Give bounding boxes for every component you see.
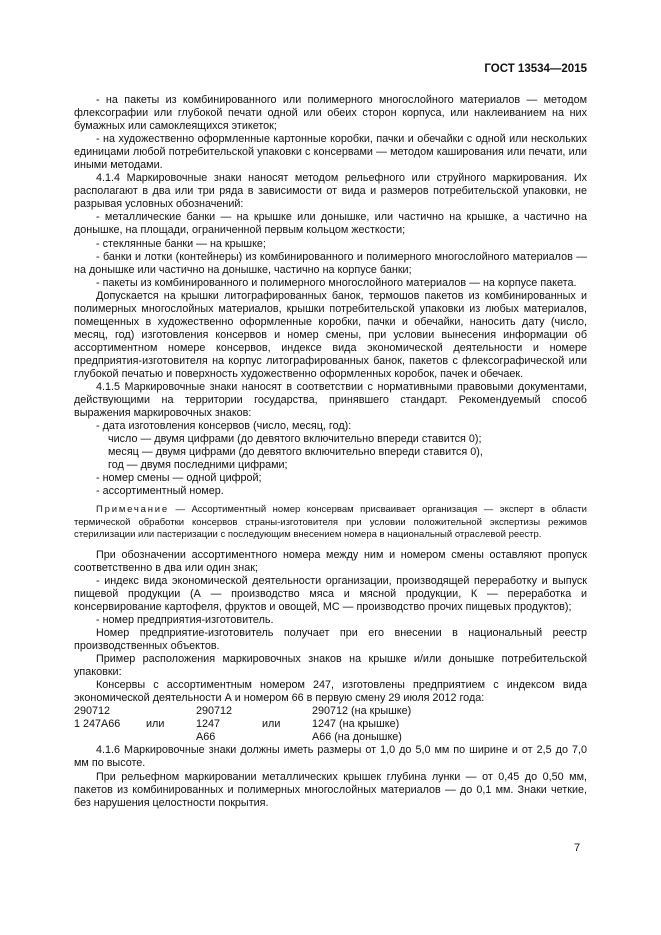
- table-cell: или: [262, 718, 281, 731]
- table-cell: 1 247А66: [74, 718, 121, 731]
- paragraph: 4.1.5 Маркировочные знаки наносят в соответствии с нормативными правовыми документами, действующими на территории государства, принявшего стандарт. Рекомендуемый способ выражения маркировочных знаков:: [74, 381, 587, 420]
- paragraph: Консервы с ассортиментным номером 247, изготовлены предприятием с индексом вида экономической деятельности А и номером 66 в первую смену 29 июля 2012 года:: [74, 679, 587, 705]
- paragraph: - дата изготовления консервов (число, месяц, год):: [96, 420, 352, 433]
- table-cell: 1247: [196, 718, 221, 731]
- paragraph: 4.1.6 Маркировочные знаки должны иметь размеры от 1,0 до 5,0 мм по ширине и от 2,5 до 7,0 мм по высоте.: [74, 744, 587, 770]
- paragraph: - стеклянные банки — на крышке;: [96, 237, 266, 250]
- page-number: 7: [574, 842, 581, 854]
- paragraph: - банки и лотки (контейнеры) из комбинированного и полимерного многослойного материалов — на донышке или частично на донышке, частично на корпусе банки;: [74, 250, 587, 276]
- paragraph: - на художественно оформленные картонные коробки, пачки и обечайки с одной или нескольких единицами любой потребительской упаковки с консервами — методом каширования или печати, или иными методами.: [74, 133, 587, 172]
- table-cell: А66: [196, 731, 216, 744]
- paragraph: год — двумя последними цифрами;: [108, 459, 288, 472]
- table-cell: или: [146, 718, 165, 731]
- paragraph: - номер смены — одной цифрой;: [96, 472, 262, 485]
- document-body: [74, 94, 587, 810]
- note-text: — Ассортиментный номер консервам присваивает организация — эксперт в области термической обработки консервов страны-изготовителя при условии положительной экспертизы режимов стерилизации или пастеризации с последующим внесением номера в национальный отраслевой реестр.: [74, 504, 587, 540]
- table-cell: 290712: [74, 705, 111, 718]
- table-row: [74, 705, 452, 718]
- paragraph: - металлические банки — на крышке или донышке, или частично на крышке, а частично на донышке, на площади, ограниченной первым кольцом жесткости;: [74, 211, 587, 237]
- note: [74, 504, 587, 540]
- table-cell: 290712 (на крышке): [312, 705, 412, 718]
- example-table: [74, 705, 452, 744]
- table-cell: А66 (на донышке): [312, 731, 402, 744]
- document-header: ГОСТ 13534—2015: [484, 63, 587, 75]
- paragraph: - на пакеты из комбинированного или полимерного многослойного материалов — методом флексографии или глубокой печати одной или обеих сторон корпуса, или наклеиванием на них бумажных или самоклеящихся этикеток;: [74, 94, 587, 133]
- paragraph: При рельефном маркировании металлических крышек глубина лунки — от 0,45 до 0,50 мм, пакетов из комбинированных и полимерных многослойных материалов — до 0,1 мм. Знаки четкие, без нарушения целостности покрытия.: [74, 770, 587, 809]
- paragraph: - ассортиментный номер.: [96, 485, 224, 498]
- paragraph: При обозначении ассортиментного номера между ним и номером смены оставляют пропуск соответственно в два или один знак;: [74, 548, 587, 574]
- table-cell: [262, 705, 312, 718]
- paragraph: месяц — двумя цифрами (до девятого включительно впереди ставится 0),: [108, 446, 483, 459]
- table-cell: [74, 731, 146, 744]
- table-cell: [146, 705, 196, 718]
- paragraph: число — двумя цифрами (до девятого включительно впереди ставится 0);: [108, 433, 482, 446]
- table-cell: 1247 (на крышке): [312, 718, 400, 731]
- paragraph: - пакеты из комбинированного и полимерного многослойного материалов — на корпусе пакета.: [96, 276, 577, 289]
- paragraph: 4.1.4 Маркировочные знаки наносят методом рельефного или струйного маркирования. Их располагают в два или три ряда в зависимости от вида и размеров потребительской упаковки, не разрывая условных обозначений:: [74, 172, 587, 211]
- paragraph: - индекс вида экономической деятельности организации, производящей переработку и выпуск пищевой продукции (А — производство мяса и мясной продукции, К — переработка и консервирование картофеля, фруктов и овощей, МС — производство прочих пищевых продуктов);: [74, 574, 587, 613]
- table-row: [74, 718, 452, 731]
- table-cell: [262, 731, 312, 744]
- note-label: Примечание: [96, 504, 169, 516]
- table-cell: 290712: [196, 705, 233, 718]
- paragraph: Допускается на крышки литографированных банок, термошов пакетов из комбинированных и полимерных многослойных материалов, крышки потребительской упаковки из любых материалов, помещенных в художественно оформленные коробки, пачки и обечайки, наносить дату (число, месяц, год) изготовления консервов и номер смены, при условии вынесения информации об ассортиментном номере консервов, индексе вида экономической деятельности и номере предприятия-изготовителя на корпус литографированных банок, пакетов с флексографической или глубокой печатью и поверхность художественно оформленных коробок, пачек и обечаек.: [74, 289, 587, 380]
- table-row: [74, 731, 452, 744]
- paragraph: - номер предприятия-изготовитель.: [96, 613, 274, 626]
- paragraph: Пример расположения маркировочных знаков на крышке и/или донышке потребительской упаковки:: [74, 653, 587, 679]
- table-cell: [146, 731, 196, 744]
- paragraph: Номер предприятие-изготовитель получает при его внесении в национальный реестр производственных объектов.: [74, 627, 587, 653]
